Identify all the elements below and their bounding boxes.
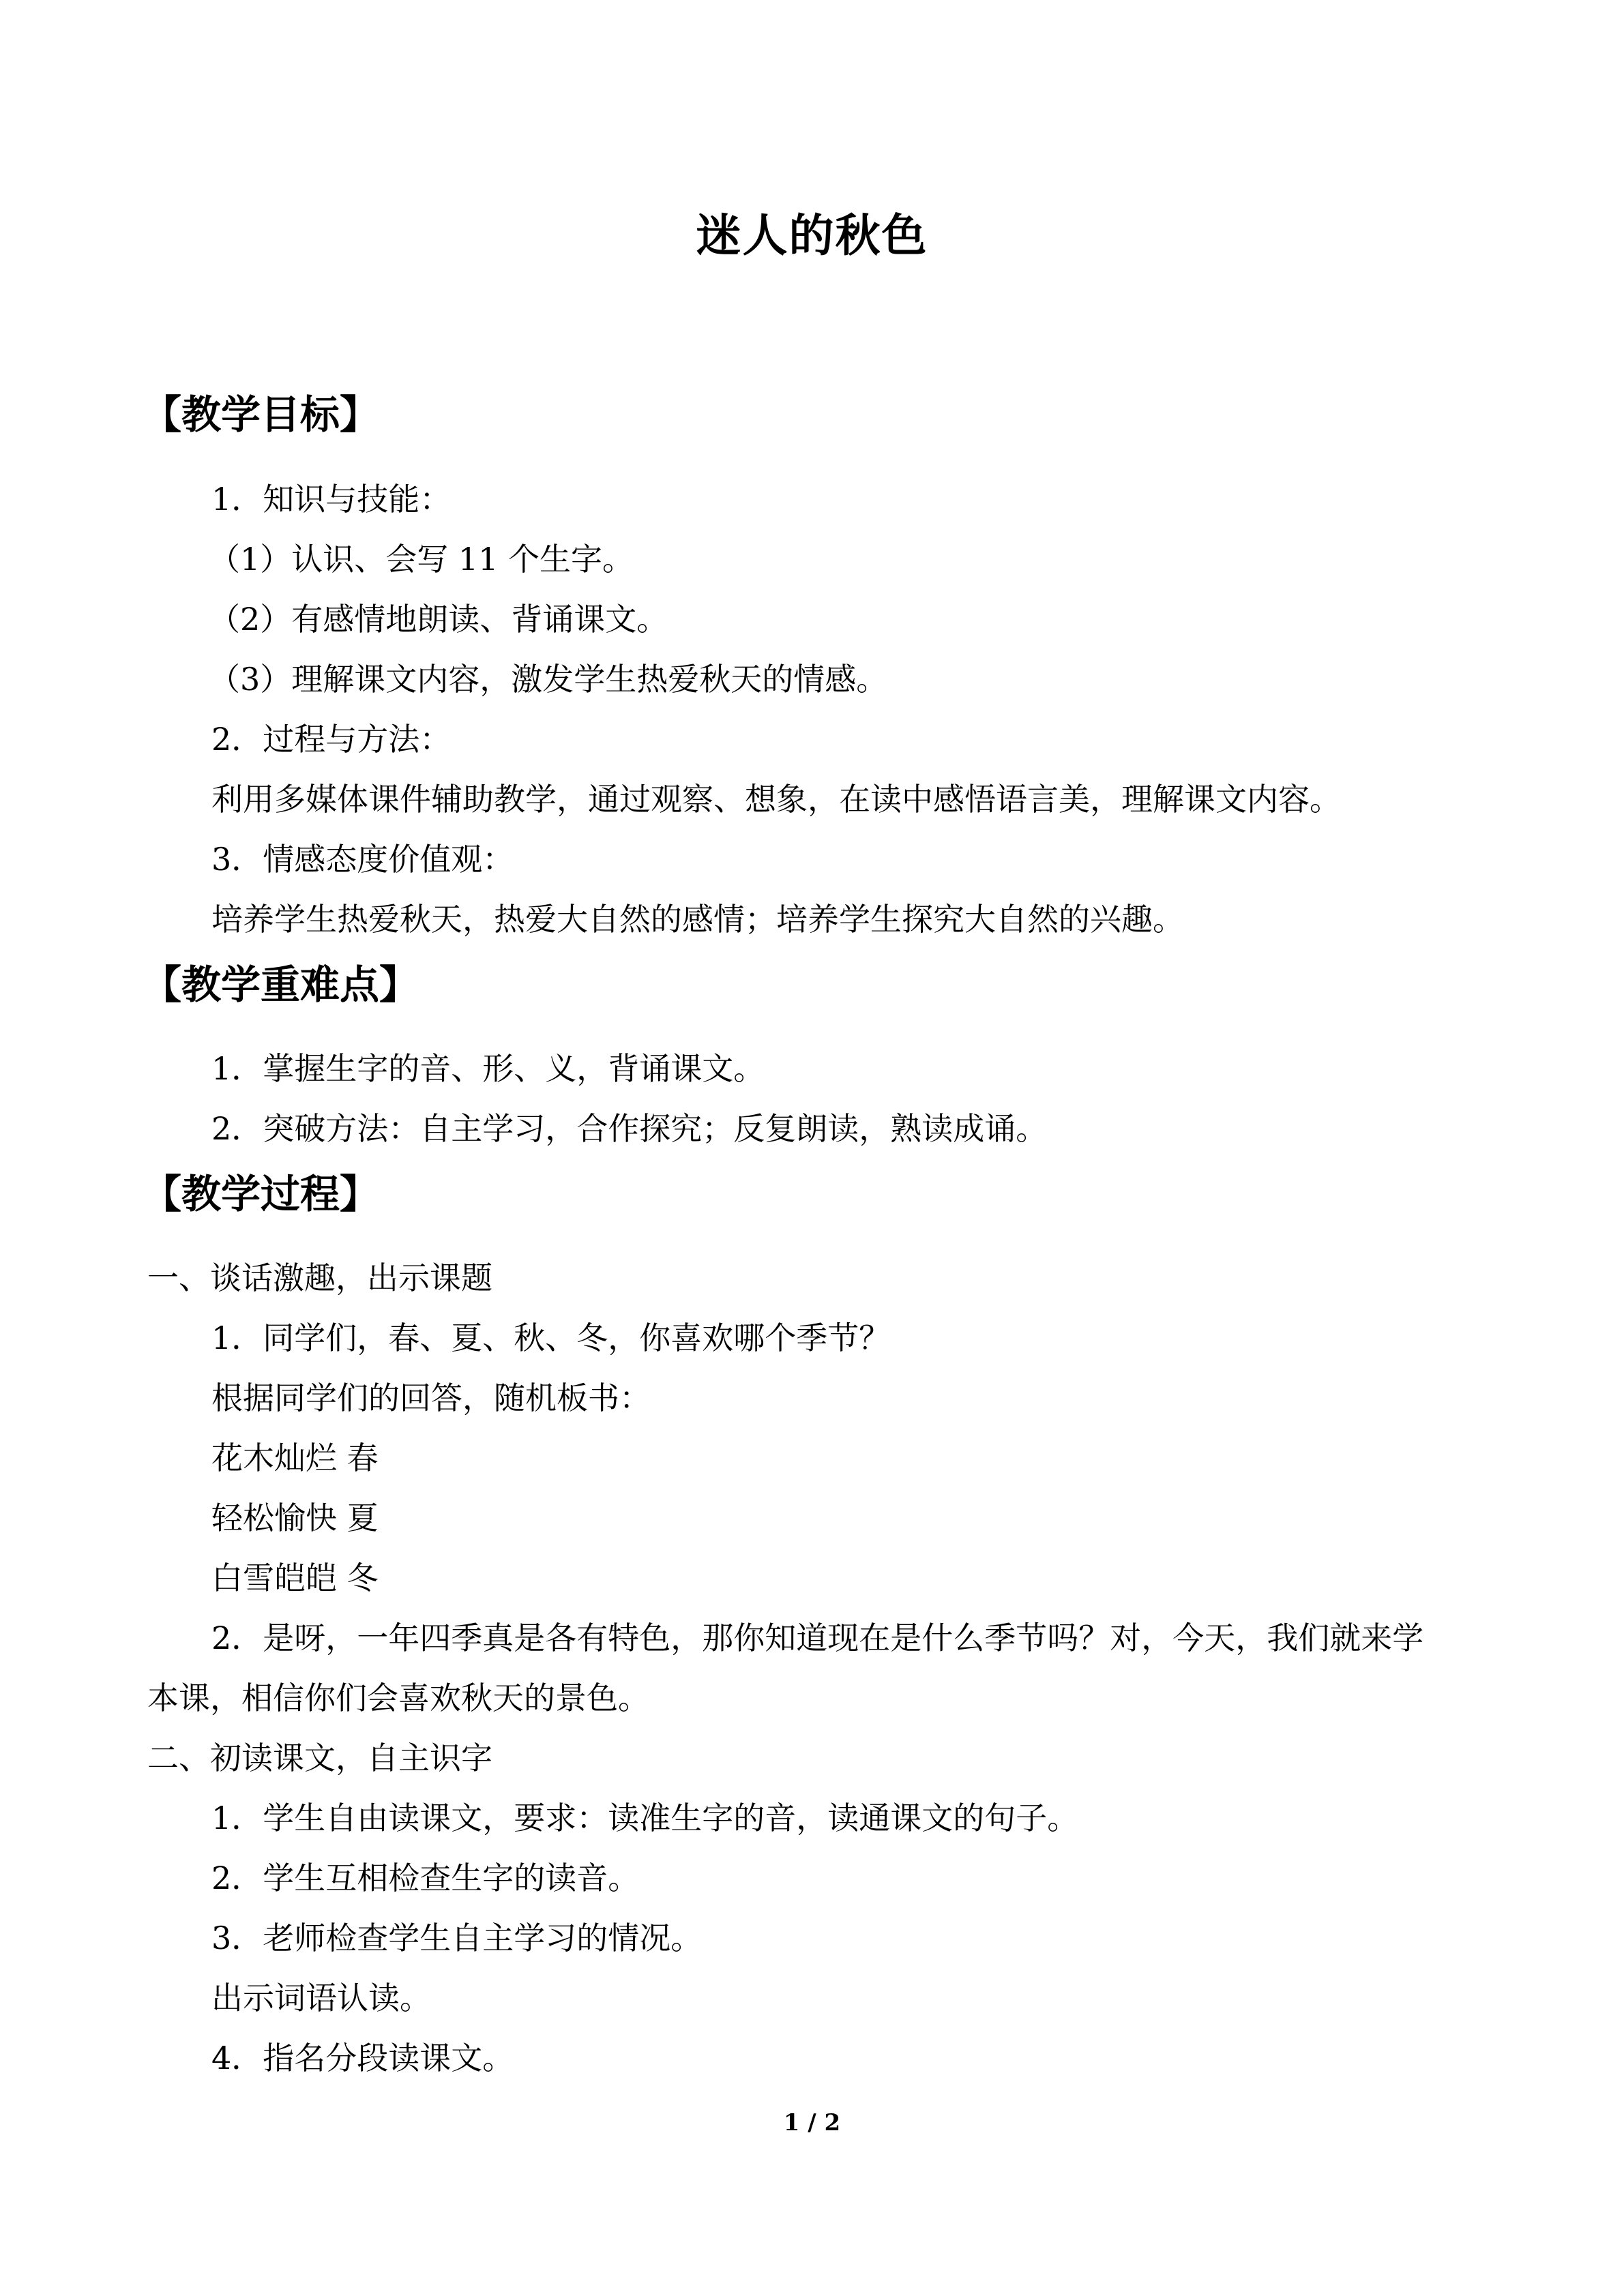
goals-line-7: 3．情感态度价值观： [211,841,514,878]
process-line-1: 一、谈话激趣，出示课题 [147,1259,492,1296]
section-heading-key-points: 【教学重难点】 [142,961,419,1008]
goals-line-1: 1．知识与技能： [211,481,452,518]
goals-line-6: 利用多媒体课件辅助教学，通过观察、想象，在读中感悟语言美，理解课文内容。 [211,781,1341,818]
process-line-14: 4．指名分段读课文。 [211,2040,514,2076]
process-line-10: 1．学生自由读课文，要求：读准生字的音，读通课文的句子。 [211,1800,1079,1836]
process-line-4: 花木灿烂 春 [211,1440,379,1476]
goals-line-4: （3）理解课文内容，激发学生热爱秋天的情感。 [209,661,888,698]
key-points-line-1: 1．掌握生字的音、形、义，背诵课文。 [211,1050,765,1087]
process-line-3: 根据同学们的回答，随机板书： [211,1380,651,1416]
key-points-line-2: 2．突破方法：自主学习，合作探究；反复朗读，熟读成诵。 [211,1110,1048,1147]
process-line-9: 二、初读课文，自主识字 [147,1740,492,1776]
goals-line-3: （2）有感情地朗读、背诵课文。 [209,601,668,638]
process-line-2: 1．同学们，春、夏、秋、冬，你喜欢哪个季节？ [211,1320,891,1356]
process-line-5: 轻松愉快 夏 [211,1500,379,1536]
section-heading-goals: 【教学目标】 [142,391,380,438]
process-line-13: 出示词语认读。 [211,1980,431,2016]
process-line-8: 本课，相信你们会喜欢秋天的景色。 [147,1680,649,1716]
goals-line-8: 培养学生热爱秋天，热爱大自然的感情；培养学生探究大自然的兴趣。 [211,901,1184,938]
process-line-6: 白雪皑皑 冬 [211,1560,379,1596]
process-line-7: 2．是呀，一年四季真是各有特色，那你知道现在是什么季节吗？对，今天，我们就来学 [211,1620,1424,1656]
section-heading-process: 【教学过程】 [142,1171,380,1217]
goals-line-5: 2．过程与方法： [211,721,452,758]
process-line-12: 3．老师检查学生自主学习的情况。 [211,1920,703,1956]
goals-line-2: （1）认识、会写 11 个生字。 [209,541,634,578]
document-title: 迷人的秋色 [696,209,928,262]
page-number: 1 / 2 [783,2109,841,2136]
process-line-11: 2．学生互相检查生字的读音。 [211,1860,640,1896]
